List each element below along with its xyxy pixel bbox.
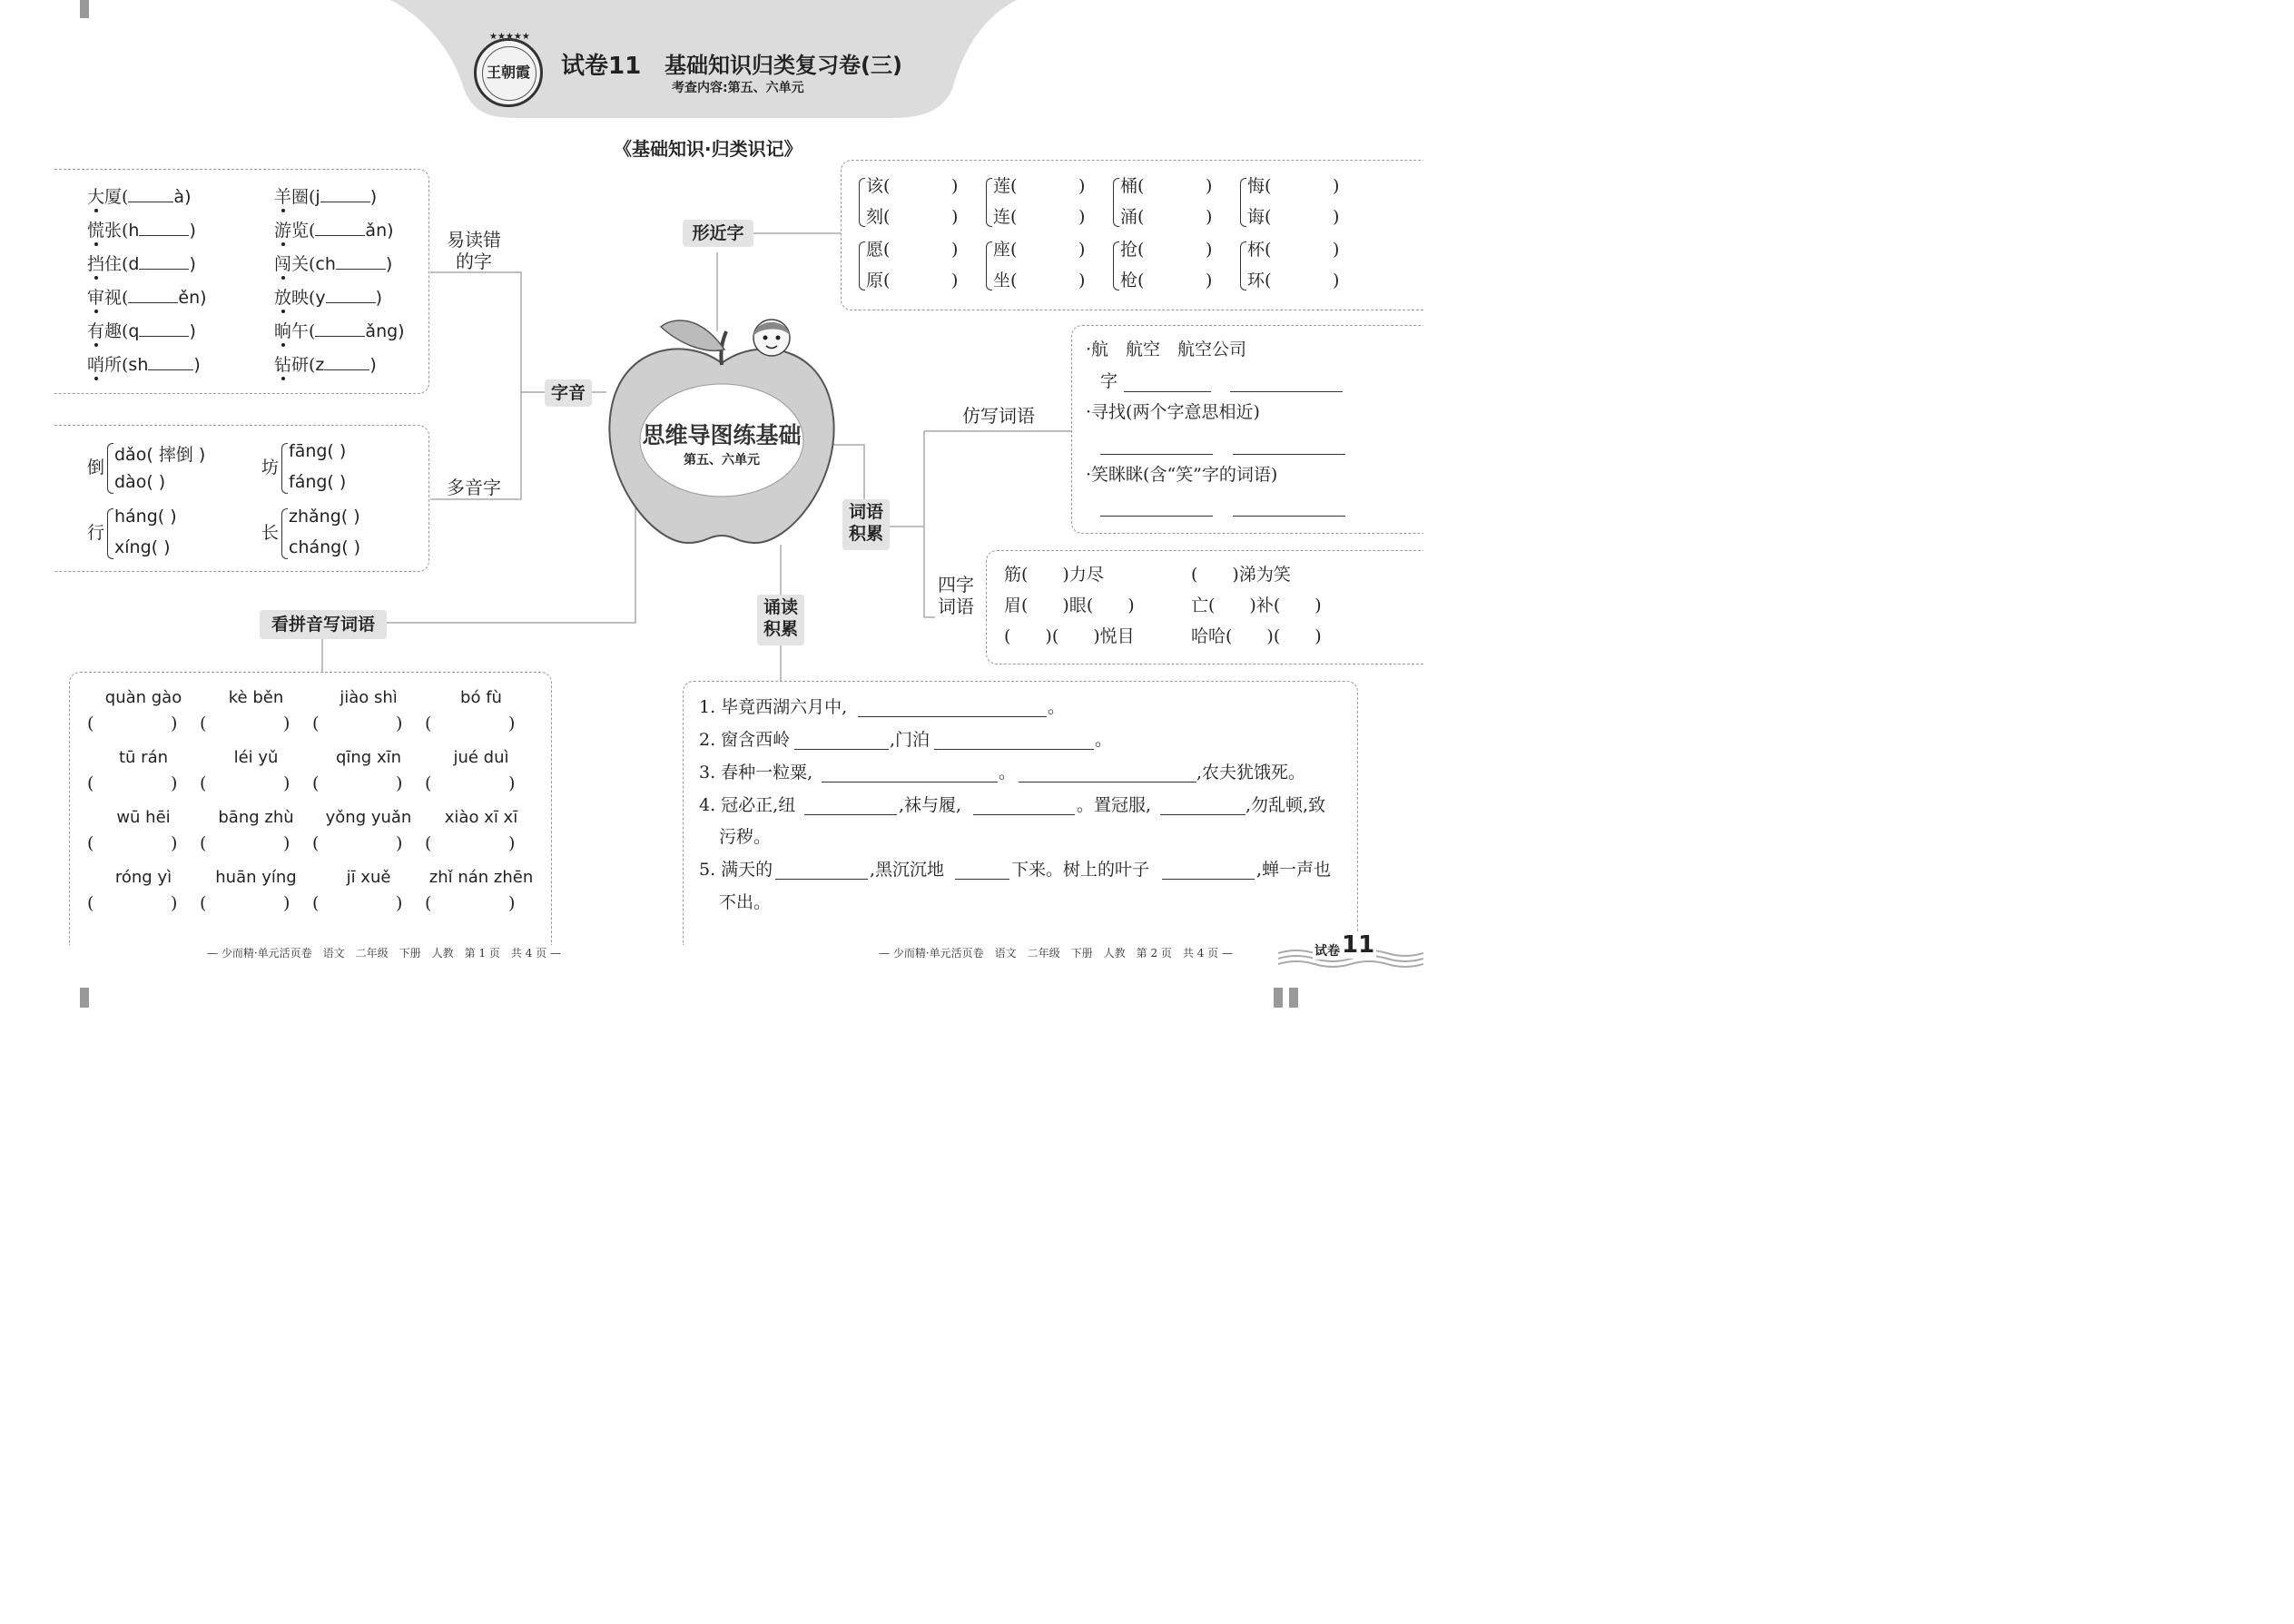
fangxie-blank [1100,516,1213,517]
brace-icon [281,443,288,494]
fangxie-blank [1233,454,1345,455]
similar-char-b: 环( [1247,271,1272,290]
polyphone-char: 长 [261,523,280,543]
polyphone-reading-b: xíng( ) [114,537,171,557]
fangxie-item1: ·航 航空 航空公司 [1086,340,1247,359]
misread-item [87,355,201,374]
fangxie-blank [1230,391,1343,392]
misread-prefix: j [315,187,320,207]
misread-prefix: ch [315,254,336,274]
node-xing-jin-zi: 形近字 [683,220,753,247]
misread-item [87,254,196,273]
recite-l4b: ,袜与履, [899,795,962,815]
answer-blank [139,321,189,337]
answer-paren-open: ( [312,893,320,913]
emphasis-dot [281,343,285,347]
misread-prefix: sh [128,355,149,375]
leaf-icon [661,320,724,350]
logo-text: 王朝霞 [486,64,530,81]
emphasis-dot [281,276,285,280]
answer-blank [128,288,178,303]
recite-l4d: ,勿乱顿,致 [1245,795,1326,815]
answer-paren-close: ) [171,833,178,853]
misread-prefix: q [128,321,140,341]
misread-suffix: ) [189,254,196,274]
footer-right: — 少而精·单元活页卷 语文 二年级 下册 人教 第 2 页 共 4 页 — [879,947,1233,960]
node-si-zi-2: 词语 [938,595,974,617]
misread-item [274,221,394,240]
answer-blank [326,288,376,303]
answer-paren-close: ) [283,773,290,793]
similar-char-b: 坐( [993,271,1018,290]
misread-item [274,321,405,340]
emphasis-dot [94,242,98,246]
pinyin-word: qīng xīn [335,748,402,767]
misread-word: 闯关( [274,254,316,274]
emphasis-dot [281,310,285,313]
emphasis-dot [281,242,285,246]
similar-char-b: 原( [866,271,891,290]
misread-prefix: h [128,221,140,241]
misread-prefix: y [315,288,326,308]
misread-word: 审视( [87,288,129,308]
answer-paren-close: ) [396,893,403,913]
close-paren: ) [1206,207,1213,227]
crop-mark [1289,988,1298,1008]
similar-char-a: 该( [866,176,891,196]
recite-l5a: 5. 满天的 [699,860,773,880]
emphasis-dot [94,209,98,212]
sizi-r2b: 亡( )补( ) [1191,595,1322,615]
answer-blank [139,254,189,270]
fangxie-blank [1233,516,1345,517]
recite-l3a: 3. 春种一粒粟, [699,763,813,782]
scope-text: 考查内容:第五、六单元 [672,81,804,95]
similar-char-a: 莲( [993,176,1018,196]
close-paren: ) [1078,271,1086,290]
answer-paren-open: ( [312,714,320,733]
close-paren: ) [1333,207,1340,227]
center-subtitle: 第五、六单元 [684,453,760,468]
fangxie-blank [1124,391,1211,392]
node-kan-pin-yin: 看拼音写词语 [260,610,387,639]
brace-icon [859,241,865,290]
answer-paren-close: ) [508,833,516,853]
recite-l4a: 4. 冠必正,纽 [699,795,796,815]
recite-blank [794,749,889,750]
recite-blank [955,879,1009,880]
pinyin-word: jiào shì [340,688,398,707]
answer-paren-close: ) [171,773,178,793]
recite-l1a: 1. 毕竟西湖六月中, [699,697,848,717]
recite-l2b: ,门泊 [890,730,930,750]
brace-icon [1240,178,1246,227]
misread-word: 游览( [274,221,316,241]
misread-item [87,187,191,206]
answer-paren-open: ( [87,893,94,913]
answer-blank [148,355,193,370]
misread-item [87,288,207,307]
emphasis-dot [281,377,285,380]
recite-l2c: 。 [1095,730,1113,750]
recite-blank [934,749,1094,750]
close-paren: ) [1333,240,1340,260]
misread-item [274,288,382,307]
answer-paren-open: ( [200,833,207,853]
answer-paren-open: ( [87,773,94,793]
close-paren: ) [1333,176,1340,196]
similar-char-b: 诲( [1247,207,1272,227]
polyphone-reading-a: dǎo( 摔倒 ) [114,445,206,465]
recite-blank [804,814,897,815]
paper-tag-number: 11 [1342,931,1375,959]
answer-paren-close: ) [171,714,178,733]
brace-icon [859,178,865,227]
brace-icon [107,508,113,559]
answer-paren-open: ( [425,833,432,853]
similar-char-a: 抢( [1120,240,1145,260]
sizi-r1a: 筋( )力尽 [1004,565,1104,585]
similar-char-a: 桶( [1120,176,1145,196]
answer-paren-open: ( [312,773,320,793]
pinyin-word: bāng zhù [218,808,294,827]
crop-mark [80,988,89,1008]
misread-suffix: ) [189,321,196,341]
answer-paren-close: ) [396,714,403,733]
similar-char-a: 杯( [1247,240,1272,260]
emphasis-dot [94,377,98,380]
answer-blank [128,187,173,202]
center-title: 思维导图练基础 [642,422,802,448]
misread-suffix: ) [385,254,393,274]
brace-icon [986,241,992,290]
misread-suffix: ) [375,288,383,308]
recite-l5b: ,黑沉沉地 [870,860,945,880]
fangxie-item1-b: 字 [1100,371,1118,391]
misread-word: 大厦( [87,187,129,207]
polyphone-char: 坊 [261,458,280,477]
similar-char-a: 愿( [866,240,891,260]
misread-item [274,187,377,206]
misread-suffix: ) [369,187,378,207]
sizi-r3b: 哈哈( )( ) [1191,626,1322,646]
answer-paren-open: ( [312,833,320,853]
brace-icon [1240,241,1246,290]
recite-blank [858,716,1047,717]
pinyin-word: jué duì [453,748,509,767]
polyphone-reading-a: zhǎng( ) [289,507,360,527]
answer-paren-close: ) [508,773,516,793]
answer-paren-close: ) [171,893,178,913]
misread-word: 放映( [274,288,316,308]
answer-paren-close: ) [396,833,403,853]
polyphone-reading-a: fāng( ) [289,441,347,461]
paper-tag-label: 试卷 [1313,941,1342,960]
answer-paren-open: ( [200,714,207,733]
answer-paren-open: ( [425,893,432,913]
recite-blank [1162,879,1255,880]
misread-suffix: ǎn) [365,221,394,241]
polyphone-reading-b: cháng( ) [289,537,361,557]
pinyin-word: huān yíng [215,868,297,887]
node-yi-du-cuo-1: 易读错 [447,229,501,251]
brace-icon [281,508,288,559]
misread-word: 晌午( [274,321,316,341]
misread-prefix: z [315,355,325,375]
logo: 王朝霞 ★★★★★ [474,38,543,107]
misread-suffix: ǎng) [365,321,405,341]
close-paren: ) [951,271,959,290]
answer-blank [336,254,386,270]
node-ci-yu-ji-lei-line1: 词语 [848,502,883,522]
pinyin-word: tū rán [118,748,169,767]
answer-paren-open: ( [425,714,432,733]
node-yi-du-cuo-2: 的字 [456,251,492,272]
fangxie-blank [1100,454,1213,455]
recite-blank [973,814,1075,815]
emphasis-dot [94,343,98,347]
similar-char-b: 枪( [1120,271,1145,290]
pinyin-word: yǒng yuǎn [325,808,412,827]
recite-l2a: 2. 窗含西岭 [699,730,791,750]
answer-blank [139,221,189,236]
recite-l1b: 。 [1048,697,1066,717]
pinyin-word: kè běn [228,688,284,707]
close-paren: ) [1333,271,1340,290]
emphasis-dot [94,310,98,313]
answer-paren-close: ) [283,833,290,853]
pinyin-word: zhǐ nán zhēn [428,868,534,887]
brace-icon [1113,241,1119,290]
recite-l5c: 下来。树上的叶子 [1011,860,1150,880]
close-paren: ) [1206,240,1213,260]
recite-l5d: ,蝉一声也 [1256,860,1332,880]
similar-char-b: 刻( [866,207,891,227]
similar-char-a: 悔( [1247,176,1272,196]
close-paren: ) [951,207,959,227]
misread-word: 慌张( [87,221,129,241]
brace-icon [986,178,992,227]
pinyin-word: xiào xī xī [444,808,518,827]
answer-blank [320,187,370,202]
pinyin-word: wū hēi [116,808,171,827]
close-paren: ) [951,240,959,260]
misread-item [87,221,196,240]
misread-word: 羊圈( [274,187,316,207]
crop-mark [1274,988,1283,1008]
brace-icon [1113,178,1119,227]
recite-l4e: 污秽。 [719,827,772,847]
close-paren: ) [1078,240,1086,260]
pinyin-word: jī xuě [346,868,391,887]
answer-paren-open: ( [87,833,94,853]
node-song-du [757,595,804,645]
answer-paren-close: ) [283,893,290,913]
similar-char-b: 连( [993,207,1018,227]
fangxie-item2: ·寻找(两个字意思相近) [1086,402,1260,422]
node-song-du-line2: 积累 [763,619,798,639]
pinyin-word: bó fù [460,688,502,707]
misread-word: 钻研( [274,355,316,375]
close-paren: ) [1206,176,1213,196]
brace-icon [107,443,113,494]
node-fang-xie: 仿写词语 [962,405,1035,427]
recite-l5e: 不出。 [719,892,772,912]
polyphone-char: 行 [87,523,105,543]
answer-paren-close: ) [396,773,403,793]
misread-suffix: ) [189,221,196,241]
sizi-r1b: ( )涕为笑 [1191,565,1291,585]
misread-suffix: à) [173,187,192,207]
node-duo-yin-zi: 多音字 [447,477,501,498]
misread-item [274,254,392,273]
sizi-r2a: 眉( )眼( ) [1004,595,1135,615]
close-paren: ) [951,176,959,196]
polyphone-reading-a: háng( ) [114,507,177,527]
misread-suffix: ěn) [178,288,207,308]
worksheet-page [0,0,1423,1008]
similar-char-b: 涌( [1120,207,1145,227]
polyphone-reading-b: fáng( ) [289,472,347,492]
misread-item [87,321,196,340]
footer-left: — 少而精·单元活页卷 语文 二年级 下册 人教 第 1 页 共 4 页 — [207,947,561,960]
close-paren: ) [1078,207,1086,227]
node-song-du-line1: 诵读 [763,597,798,617]
misread-word: 哨所( [87,355,129,375]
misread-item [274,355,377,374]
node-si-zi-1: 四字 [938,574,974,595]
sizi-r3a: ( )( )悦目 [1004,626,1135,646]
answer-paren-open: ( [425,773,432,793]
recite-l3b: 。 [999,763,1017,782]
recite-l3c: ,农夫犹饿死。 [1196,763,1306,782]
pinyin-word: léi yǔ [233,748,279,767]
emphasis-dot [281,209,285,212]
polyphone-reading-b: dào( ) [114,472,166,492]
close-paren: ) [1078,176,1086,196]
answer-blank [315,321,365,337]
answer-blank [315,221,365,236]
node-ci-yu-ji-lei-line2: 积累 [848,524,883,544]
answer-paren-open: ( [87,714,94,733]
similar-char-a: 座( [993,240,1018,260]
polyphone-char: 倒 [87,458,105,477]
recite-blank [775,879,868,880]
answer-paren-open: ( [200,773,207,793]
misread-suffix: ) [369,355,377,375]
fangxie-item3: ·笑眯眯(含“笑”字的词语) [1086,465,1278,485]
node-zi-yin: 字音 [545,379,592,407]
paper-title: 试卷11 [561,53,642,80]
misread-word: 挡住( [87,254,129,274]
girl-icon [753,320,790,356]
pinyin-word: róng yì [114,868,172,887]
misread-suffix: ) [193,355,201,375]
node-ci-yu-ji-lei [842,499,890,550]
answer-paren-close: ) [508,893,516,913]
answer-paren-open: ( [200,893,207,913]
section-title: 《基础知识·归类识记》 [614,138,802,160]
close-paren: ) [1206,271,1213,290]
misread-word: 有趣( [87,321,129,341]
paper-subtitle: 基础知识归类复习卷(三) [665,53,902,78]
recite-l4c: 。置冠服, [1077,795,1152,815]
emphasis-dot [94,276,98,280]
misread-prefix: d [128,254,140,274]
answer-paren-close: ) [508,714,516,733]
pinyin-word: quàn gào [104,688,182,707]
recite-blank [1160,814,1245,815]
answer-blank [324,355,369,370]
answer-paren-close: ) [283,714,290,733]
